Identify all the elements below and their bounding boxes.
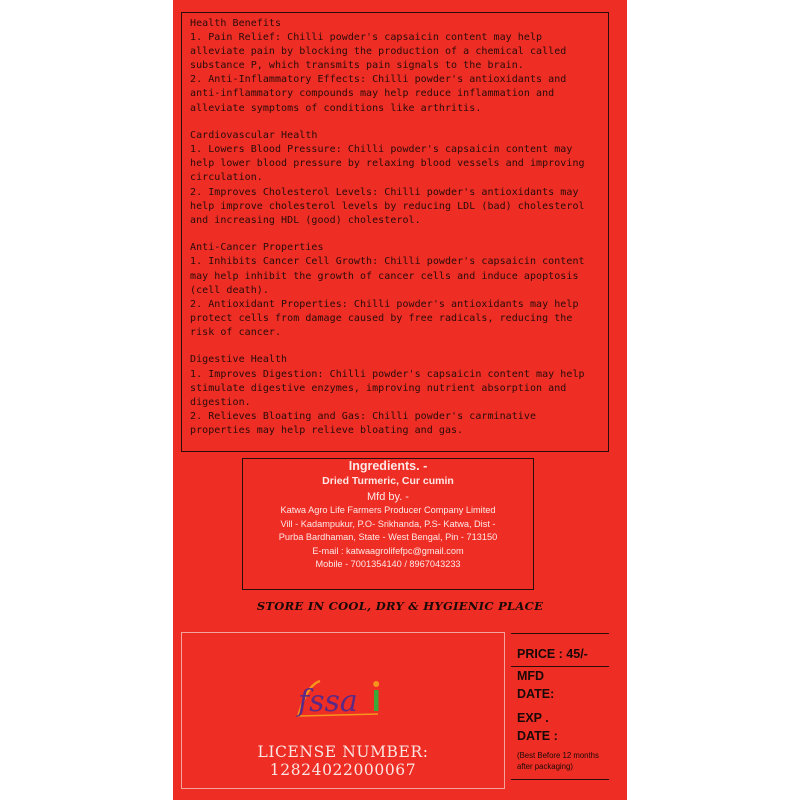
license-number: LICENSE NUMBER: 12824022000067 xyxy=(257,743,429,779)
section-cardiovascular-health xyxy=(190,129,600,228)
benefit-item: 2. Improves Cholesterol Levels: Chilli powder's antioxidants may help improve cholesterol levels by reducing LDL (bad) cholesterol and increasing HDL (good) cholesterol. xyxy=(190,186,585,226)
divider xyxy=(511,666,609,667)
ingredients-box xyxy=(242,458,534,590)
section-heading: Anti-Cancer Properties xyxy=(190,242,324,254)
mfd-date-label: DATE: xyxy=(517,687,555,701)
svg-text:fssa: fssa xyxy=(298,684,358,719)
ingredients-value: Dried Turmeric, Cur cumin xyxy=(322,475,454,487)
price-date-panel xyxy=(511,633,609,785)
section-heading: Cardiovascular Health xyxy=(190,130,318,142)
manufacturer-address-line: Purba Bardhaman, State - West Bengal, Pin - 713150 xyxy=(278,532,498,543)
exp-date-label: DATE : xyxy=(517,729,558,743)
section-anti-cancer xyxy=(190,241,600,340)
benefit-item: 2. Anti-Inflammatory Effects: Chilli powder's antioxidants and anti-inflammatory compounds may help reduce inflammation and alleviate symptoms of conditions like arthritis. xyxy=(190,74,567,114)
section-health-benefits xyxy=(190,17,600,116)
exp-label: EXP . xyxy=(517,711,549,725)
section-heading: Health Benefits xyxy=(190,18,282,29)
benefit-item: 1. Improves Digestion: Chilli powder's capsaicin content may help stimulate digestive enzymes, improving nutrient absorption and digestion. xyxy=(190,368,585,408)
benefit-item: 2. Antioxidant Properties: Chilli powder's antioxidants may help protect cells from damage caused by free radicals, reducing the risk of cancer. xyxy=(190,298,579,338)
benefit-item: 1. Inhibits Cancer Cell Growth: Chilli powder's capsaicin content may help inhibit the growth of cancer cells and induce apoptosis (cell death). xyxy=(190,256,585,296)
mfd-label: MFD xyxy=(517,669,545,683)
best-before-note: (Best Before 12 months after packaging) xyxy=(517,751,599,771)
section-heading: Digestive Health xyxy=(190,354,288,366)
fssai-logo xyxy=(292,673,392,723)
product-label-back xyxy=(173,0,627,800)
storage-instruction: STORE IN COOL, DRY & HYGIENIC PLACE xyxy=(256,599,544,613)
divider xyxy=(511,633,609,634)
benefit-item: 2. Relieves Bloating and Gas: Chilli powder's carminative properties may help relieve bloating and gas. xyxy=(190,410,537,436)
manufacturer-mobile: Mobile - 7001354140 / 8967043233 xyxy=(315,559,461,570)
manufacturer-name: Katwa Agro Life Farmers Producer Company Limited xyxy=(280,505,496,515)
benefit-item: 1. Pain Relief: Chilli powder's capsaicin content may help alleviate pain by blocking the production of a chemical called substance P, which transmits pain signals to the brain. xyxy=(190,32,567,72)
health-benefits-text xyxy=(190,17,600,452)
license-panel xyxy=(181,632,505,789)
price-label: PRICE : 45/- xyxy=(517,647,588,661)
section-digestive-health xyxy=(190,353,600,438)
manufacturer-email: E-mail : katwaagrolifefpc@gmail.com xyxy=(312,545,464,556)
manufacturer-address-line: Vill - Kadampukur, P.O- Srikhanda, P.S- Katwa, Dist - xyxy=(280,518,496,529)
benefit-item: 1. Lowers Blood Pressure: Chilli powder's capsaicin content may help lower blood pressure by relaxing blood vessels and improving circulation. xyxy=(190,144,585,184)
manufacturer-heading: Mfd by. - xyxy=(367,491,409,503)
ingredients-heading: Ingredients. - xyxy=(348,459,428,473)
divider xyxy=(511,779,609,780)
